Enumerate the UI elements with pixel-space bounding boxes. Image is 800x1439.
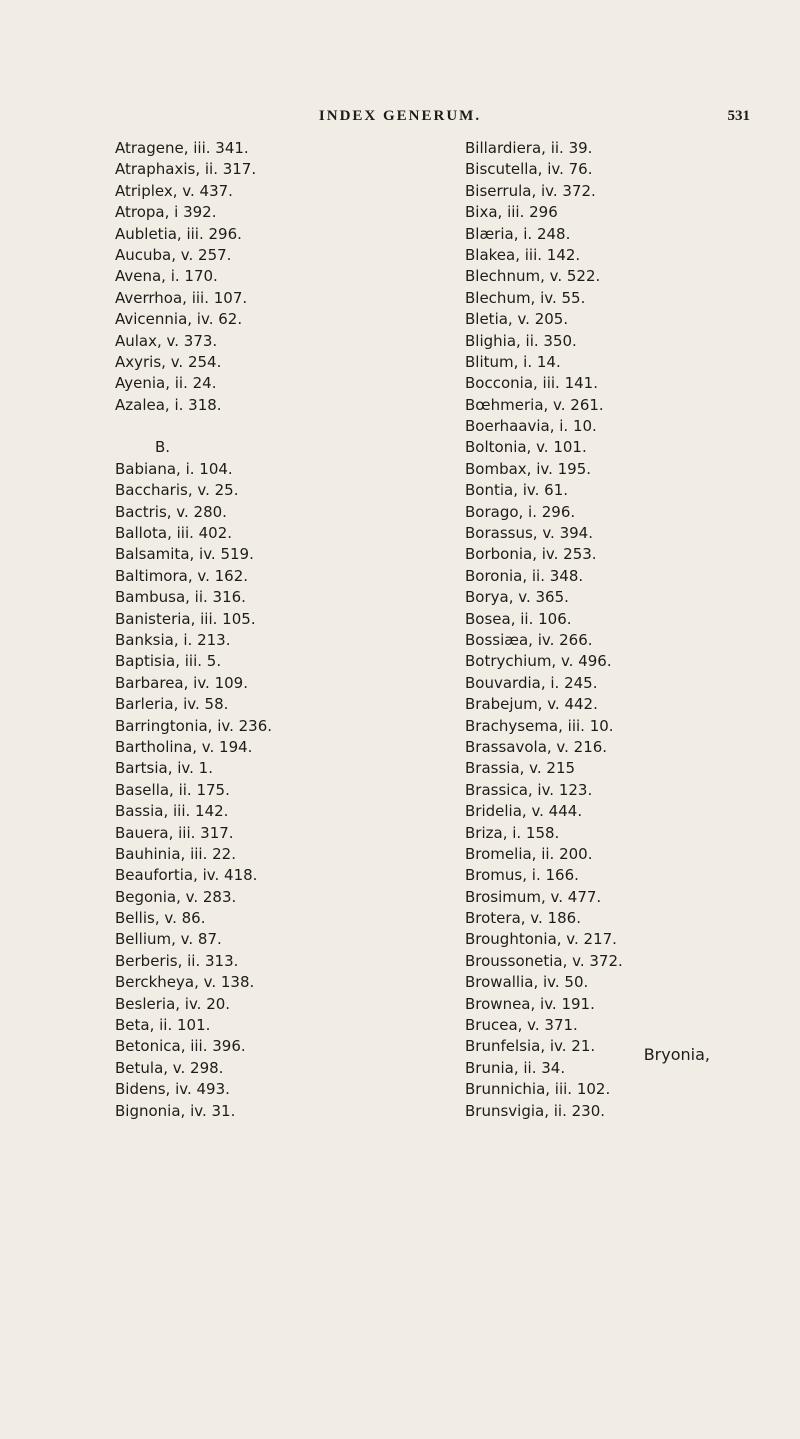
index-entry: Bromelia, ii. 200. [465,844,593,863]
page-number: 531 [727,108,750,124]
index-entry: Bombax, iv. 195. [465,459,592,478]
index-entry: Berckheya, v. 138. [115,973,255,992]
index-entry: Bridelia, v. 444. [465,802,583,821]
index-entry: Banisteria, iii. 105. [115,609,256,628]
index-entry: Bocconia, iii. 141. [465,374,598,393]
index-entry: Boltonia, v. 101. [465,438,587,457]
index-entry: Bromus, i. 166. [465,866,579,885]
index-entry: Borassus, v. 394. [465,524,593,543]
index-entry: Averrhoa, iii. 107. [115,288,248,307]
index-entry: Barbarea, iv. 109. [115,673,248,692]
index-entry: Ayenia, ii. 24. [115,374,217,393]
index-entry: Blighia, ii. 350. [465,331,577,350]
index-entry: Bellis, v. 86. [115,909,206,928]
index-entry: Bletia, v. 205. [465,310,569,329]
index-entry: Borbonia, iv. 253. [465,545,597,564]
index-entry: Beaufortia, iv. 418. [115,866,258,885]
index-entry: Bontia, iv. 61. [465,481,569,500]
index-entry: Blitum, i. 14. [465,352,561,371]
index-entry: Aulax, v. 373. [115,331,218,350]
index-entry: Baccharis, v. 25. [115,481,239,500]
right-index-column [465,138,765,1122]
index-entry: Baptisia, iii. 5. [115,652,222,671]
index-entry: Broughtonia, v. 217. [465,930,617,949]
page-header [0,108,800,132]
index-entry: Blakea, iii. 142. [465,245,581,264]
index-entry: Besleria, iv. 20. [115,994,231,1013]
index-entry: Brotera, v. 186. [465,909,581,928]
index-entry: Bossiæa, iv. 266. [465,630,593,649]
index-entry: Baltimora, v. 162. [115,566,249,585]
index-entry: Avicennia, iv. 62. [115,310,243,329]
index-entry: Brunia, ii. 34. [465,1058,566,1077]
index-entry: Bignonia, iv. 31. [115,1101,236,1120]
index-entry: Bassia, iii. 142. [115,802,229,821]
catchword: Bryonia, [643,1045,710,1064]
index-entry: Bauhinia, iii. 22. [115,844,236,863]
index-entry: Azalea, i. 318. [115,395,222,414]
index-entry: Balsamita, iv. 519. [115,545,254,564]
index-entry: Brachysema, iii. 10. [465,716,614,735]
index-entry: Ballota, iii. 402. [115,524,233,543]
index-entry: Borya, v. 365. [465,588,569,607]
index-entry: Brassica, iv. 123. [465,780,593,799]
index-entry: Aucuba, v. 257. [115,245,232,264]
index-entry: Bouvardia, i. 245. [465,673,598,692]
index-entry: Avena, i. 170. [115,267,218,286]
left-index-column [115,138,415,1122]
index-entry: Banksia, i. 213. [115,630,231,649]
index-entry: Betula, v. 298. [115,1058,224,1077]
index-entry: Bartholina, v. 194. [115,737,253,756]
index-entry: Brownea, iv. 191. [465,994,595,1013]
blank-line [115,416,415,437]
index-entry: Bartsia, iv. 1. [115,759,213,778]
index-entry: Barringtonia, iv. 236. [115,716,273,735]
index-entry: Brassia, v. 215 [465,759,576,778]
index-entry: Atraphaxis, ii. 317. [115,160,257,179]
index-entry: Blechnum, v. 522. [465,267,601,286]
index-entry: Basella, ii. 175. [115,780,230,799]
index-entry: Biscutella, iv. 76. [465,160,593,179]
index-entry: Atriplex, v. 437. [115,181,233,200]
section-letter: B. [155,438,171,457]
index-entry: Boronia, ii. 348. [465,566,584,585]
index-entry: Axyris, v. 254. [115,352,222,371]
index-entry: Bœhmeria, v. 261. [465,395,604,414]
index-entry: Bidens, iv. 493. [115,1080,230,1099]
index-entry: Babiana, i. 104. [115,459,233,478]
running-title: INDEX GENERUM. [318,108,482,124]
index-entry: Bambusa, ii. 316. [115,588,246,607]
index-entry: Botrychium, v. 496. [465,652,612,671]
index-entry: Berberis, ii. 313. [115,951,239,970]
index-entry: Brosimum, v. 477. [465,887,602,906]
index-entry: Briza, i. 158. [465,823,560,842]
index-entry: Atragene, iii. 341. [115,139,249,157]
index-entry: Bactris, v. 280. [115,502,227,521]
index-entry: Brunfelsia, iv. 21. [465,1037,596,1056]
index-entry: Barleria, iv. 58. [115,695,229,714]
index-entry: Beta, ii. 101. [115,1016,211,1035]
index-entry: Bosea, ii. 106. [465,609,572,628]
index-entry: Boerhaavia, i. 10. [465,417,597,436]
index-entry: Brucea, v. 371. [465,1016,578,1035]
index-entry: Bellium, v. 87. [115,930,222,949]
index-entry: Blechum, iv. 55. [465,288,586,307]
index-entry: Brunsvigia, ii. 230. [465,1101,606,1120]
index-entry: Blæria, i. 248. [465,224,571,243]
index-entry: Brunnichia, iii. 102. [465,1080,611,1099]
index-entry: Betonica, iii. 396. [115,1037,246,1056]
index-entry: Brabejum, v. 442. [465,695,598,714]
index-entry: Biserrula, iv. 372. [465,181,596,200]
index-entry: Aubletia, iii. 296. [115,224,242,243]
index-entry: Begonia, v. 283. [115,887,237,906]
index-entry: Bauera, iii. 317. [115,823,234,842]
index-entry: Brassavola, v. 216. [465,737,608,756]
index-entry: Bixa, iii. 296 [465,203,558,222]
index-entry: Browallia, iv. 50. [465,973,589,992]
index-entry: Atropa, i 392. [115,203,217,222]
index-entry: Borago, i. 296. [465,502,576,521]
index-entry: Billardiera, ii. 39. [465,139,593,157]
index-entry: Broussonetia, v. 372. [465,951,623,970]
